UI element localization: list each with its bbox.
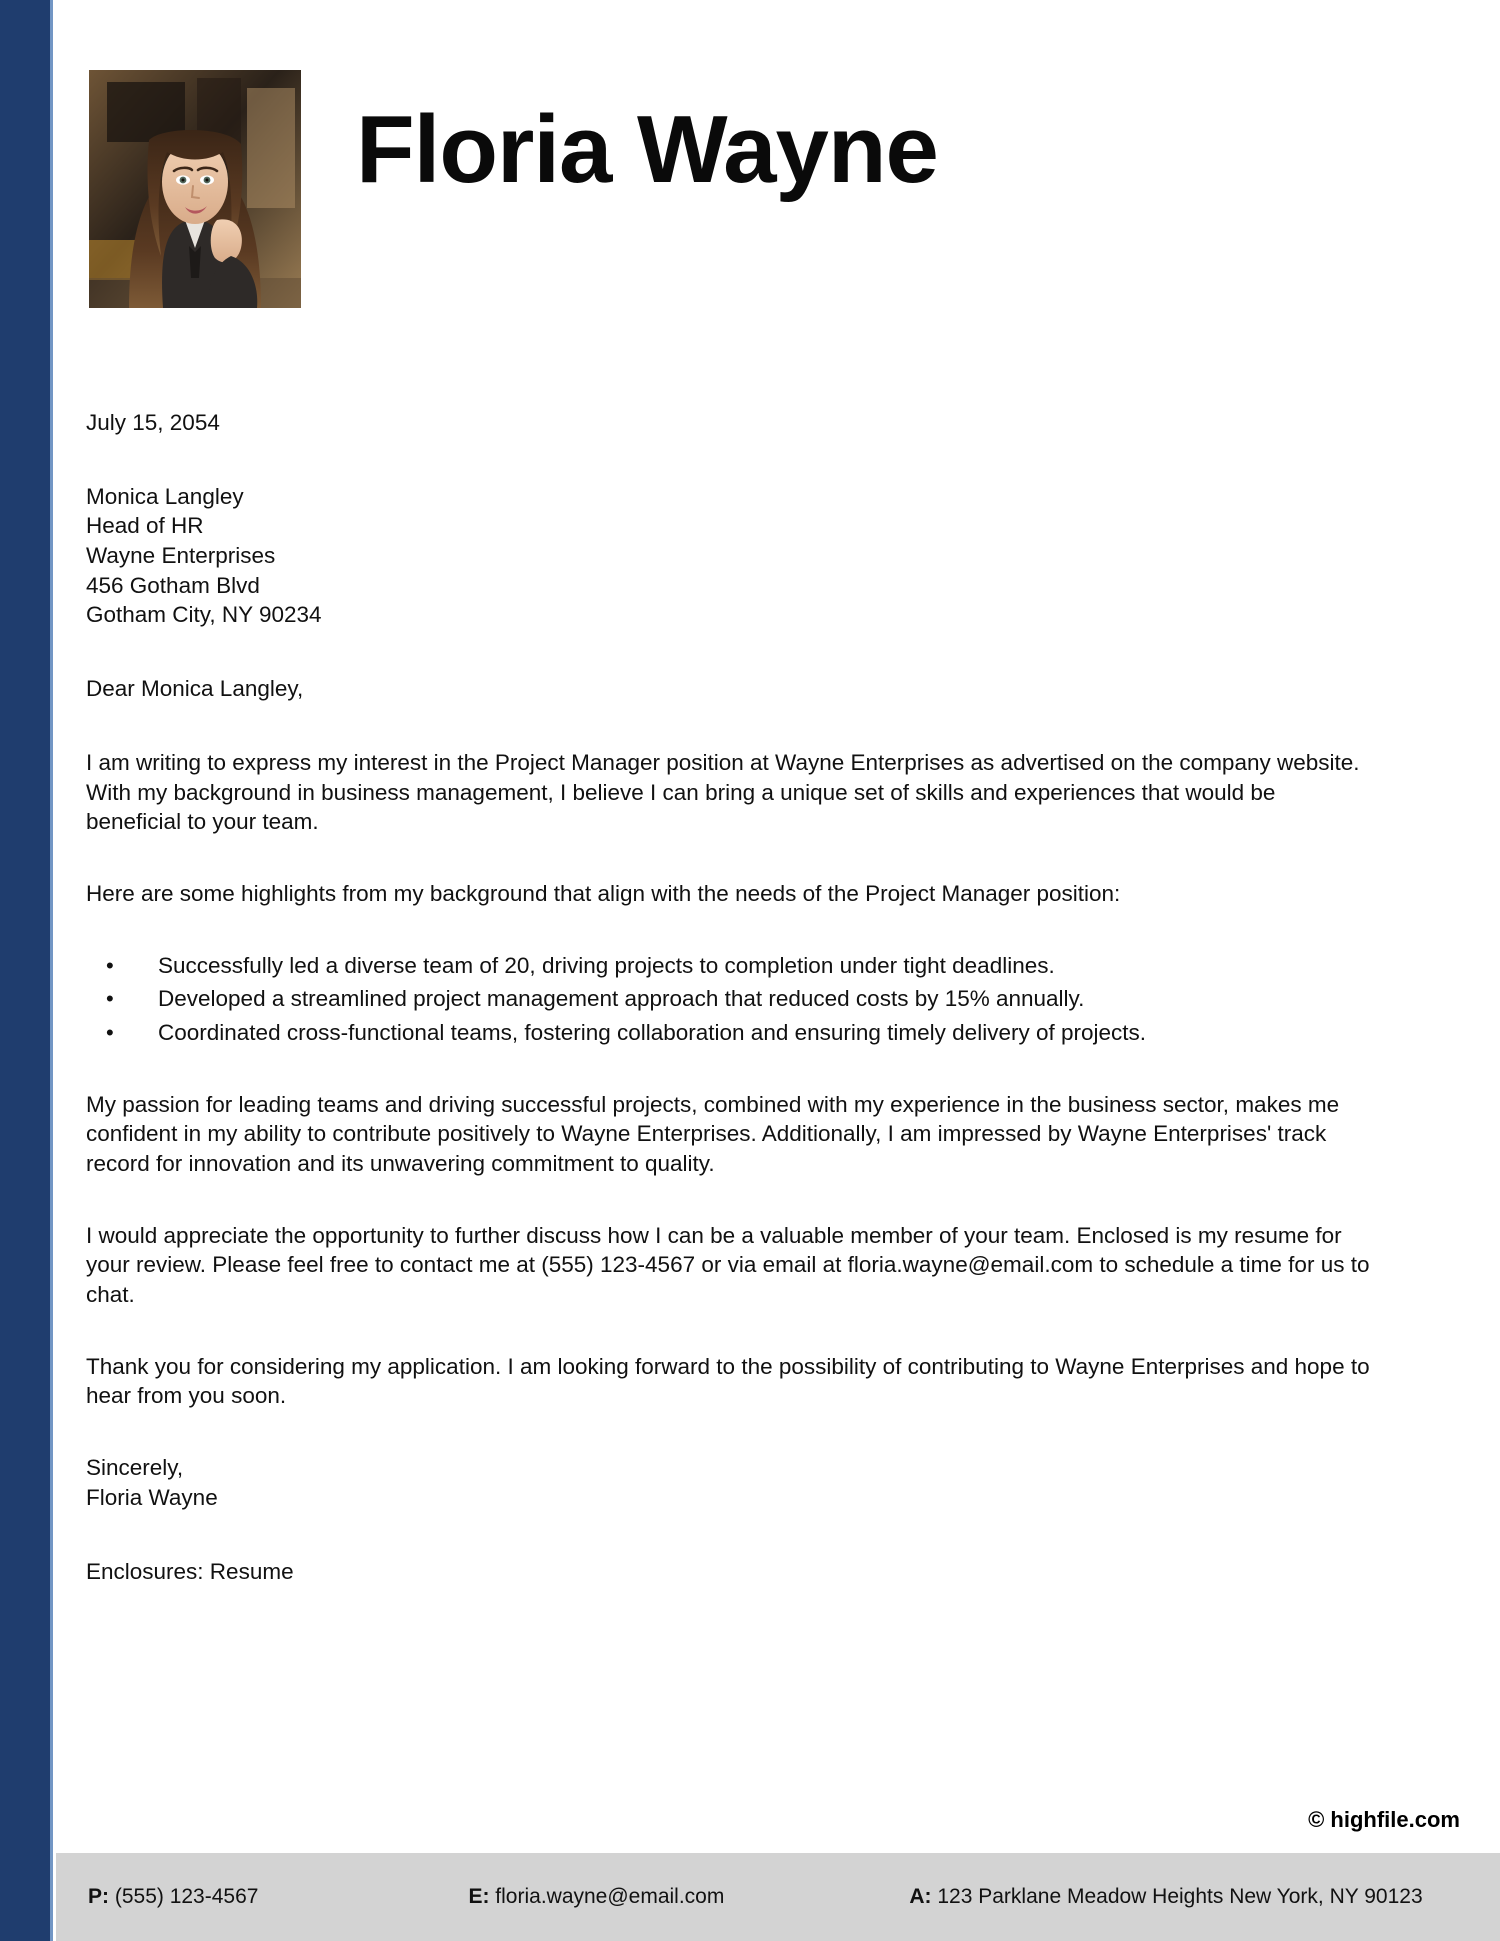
letter-body bbox=[86, 408, 1376, 1586]
footer-email-value: floria.wayne@email.com bbox=[495, 1885, 725, 1908]
body-paragraph-4: I would appreciate the opportunity to further discuss how I can be a valuable member of your team. Enclosed is my resume for your review. Please feel free to contact me at (555) 123-4567 or via email at floria.wayne@email.com to schedule a time for us to chat. bbox=[86, 1222, 1370, 1308]
closing-block bbox=[86, 1453, 1376, 1512]
footer-address-value: 123 Parklane Meadow Heights New York, NY 90123 bbox=[937, 1885, 1423, 1908]
recipient-company: Wayne Enterprises bbox=[86, 543, 276, 569]
bullet-icon: • bbox=[106, 1019, 114, 1045]
footer-phone-value: (555) 123-4567 bbox=[114, 1885, 259, 1908]
footer-phone bbox=[88, 1885, 258, 1909]
body-paragraph-5: Thank you for considering my application. I am looking forward to the possibility of contributing to Wayne Enterprises and hope to hear from you soon. bbox=[86, 1353, 1370, 1409]
list-item-text: Coordinated cross-functional teams, fostering collaboration and ensuring timely delivery of projects. bbox=[158, 1019, 1147, 1045]
list-item-text: Successfully led a diverse team of 20, driving projects to completion under tight deadlines. bbox=[158, 952, 1055, 978]
body-paragraph-1: I am writing to express my interest in the Project Manager position at Wayne Enterprises as advertised on the company website. With my background in business management, I believe I can bring a unique set of skills and experiences that would be beneficial to your team. bbox=[86, 749, 1360, 835]
portrait-photo-icon bbox=[89, 70, 301, 308]
recipient-city-state-zip: Gotham City, NY 90234 bbox=[86, 602, 322, 628]
letter-header bbox=[56, 0, 1500, 300]
recipient-address-block bbox=[86, 482, 1376, 630]
page-title: Floria Wayne bbox=[356, 96, 938, 203]
footer-email bbox=[468, 1885, 724, 1909]
bullet-icon: • bbox=[106, 986, 114, 1012]
closing-salutation: Sincerely, bbox=[86, 1455, 184, 1481]
body-paragraph-2: Here are some highlights from my background that align with the needs of the Project Manager position: bbox=[86, 880, 1121, 906]
footer-contact-bar bbox=[56, 1853, 1500, 1941]
list-item bbox=[86, 1018, 1376, 1048]
recipient-title: Head of HR bbox=[86, 513, 204, 539]
page-content bbox=[56, 0, 1500, 1941]
salutation: Dear Monica Langley, bbox=[86, 676, 304, 702]
body-paragraph-3: My passion for leading teams and driving successful projects, combined with my experience in the business sector, makes me confident in my ability to contribute positively to Wayne Enterprises. Additionally, I am impressed by Wayne Enterprises' track record for innovation and its unwavering commitment to quality. bbox=[86, 1091, 1340, 1176]
highlights-list bbox=[86, 951, 1376, 1048]
list-item-text: Developed a streamlined project management approach that reduced costs by 15% annually. bbox=[158, 986, 1085, 1012]
footer-phone-label: P: bbox=[88, 1885, 109, 1908]
footer-address-label: A: bbox=[909, 1885, 932, 1908]
recipient-name: Monica Langley bbox=[86, 483, 244, 509]
footer-email-label: E: bbox=[468, 1885, 490, 1908]
bullet-icon: • bbox=[106, 952, 114, 978]
recipient-street: 456 Gotham Blvd bbox=[86, 572, 260, 598]
site-credit: © highfile.com bbox=[1308, 1807, 1460, 1832]
letter-date: July 15, 2054 bbox=[86, 410, 220, 435]
footer-address bbox=[909, 1885, 1422, 1909]
enclosures-line: Enclosures: Resume bbox=[86, 1558, 294, 1584]
signature-name: Floria Wayne bbox=[86, 1484, 218, 1510]
list-item bbox=[86, 951, 1376, 981]
left-accent-bar bbox=[0, 0, 53, 1941]
list-item bbox=[86, 984, 1376, 1014]
avatar bbox=[89, 70, 301, 308]
